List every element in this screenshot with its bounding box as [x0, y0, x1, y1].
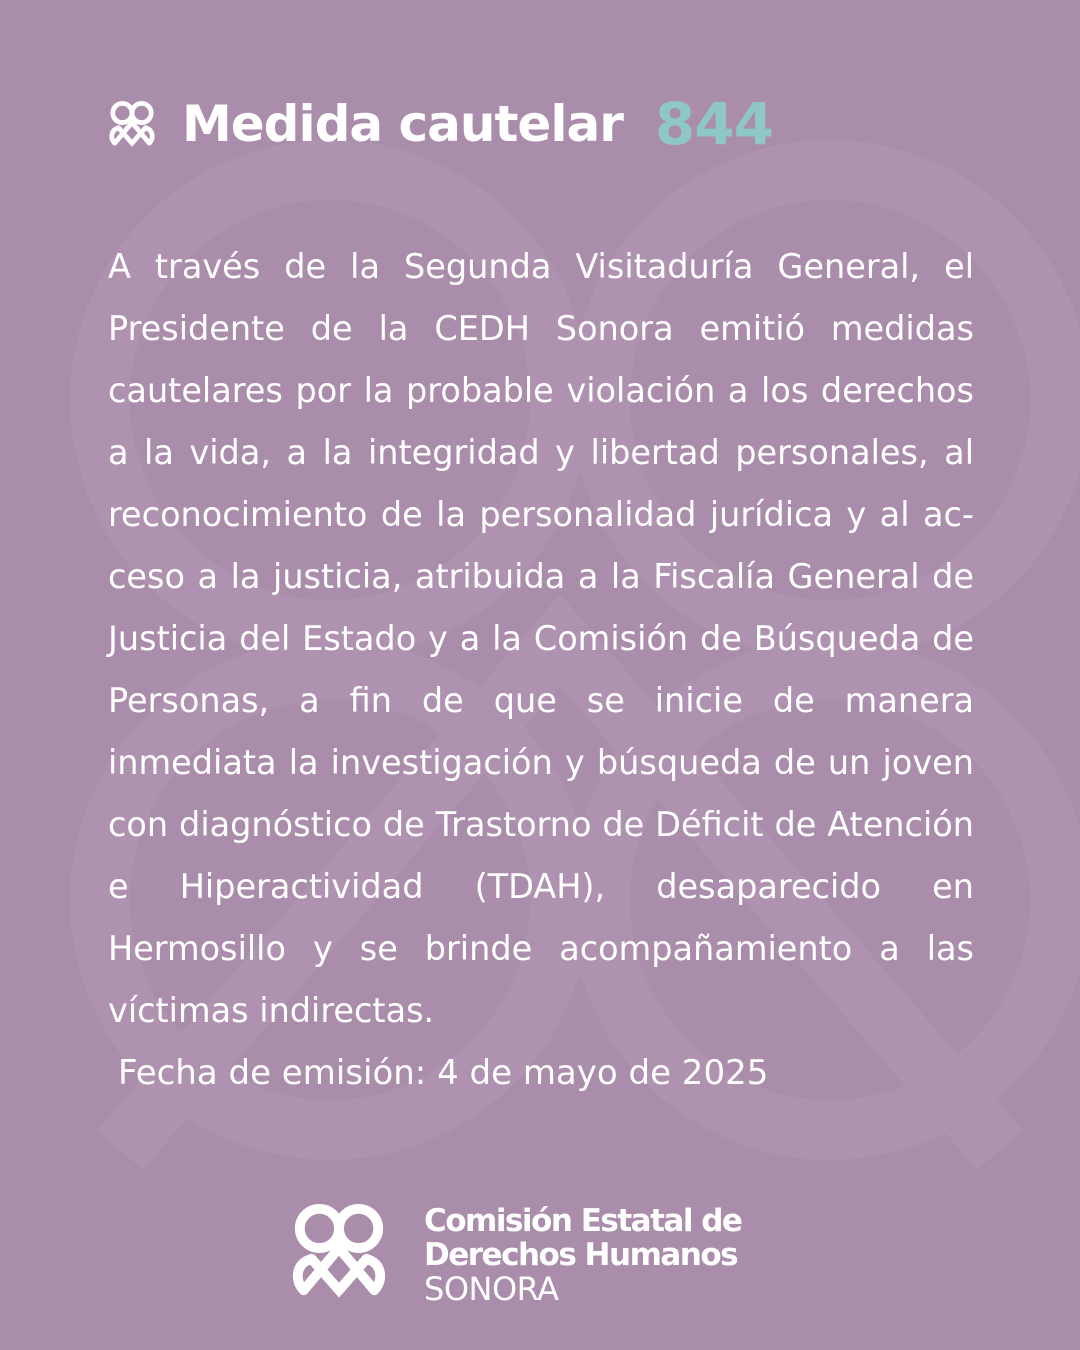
- cedh-logo-icon: [108, 99, 158, 149]
- organization-name-line2: Derechos Humanos: [424, 1237, 738, 1273]
- header: [108, 88, 773, 160]
- footer: [288, 1202, 742, 1308]
- page-title: Medida cautelar: [182, 95, 623, 153]
- measure-number: 844: [654, 90, 773, 158]
- organization-name: [424, 1202, 741, 1306]
- organization-state: SONORA: [424, 1270, 559, 1308]
- organization-name-line1: Comisión Estatal de: [424, 1203, 742, 1239]
- cedh-logo-icon: [288, 1202, 390, 1300]
- body-paragraph: A través de la Segunda Visitaduría General, el Presidente de la CEDH Sonora emitió medidas cautelares por la probable violación a los derechos a la vida, a la integridad y libertad personales, al reconocimiento de la personalidad jurídica y al acceso a la justicia, atribuida a la Fiscalía General de Justicia del Estado y a la Comisión de Búsqueda de Personas, a fin de que se inicie de manera inmediata la investigación y búsqueda de un joven con diagnóstico de Trastorno de Déficit de Atención e Hiperactividad (TDAH), desaparecido en Hermosillo y se brinde acompañamiento a las víctimas indirectas.: [108, 247, 974, 1030]
- issue-date: Fecha de emisión: 4 de mayo de 2025: [118, 1053, 769, 1093]
